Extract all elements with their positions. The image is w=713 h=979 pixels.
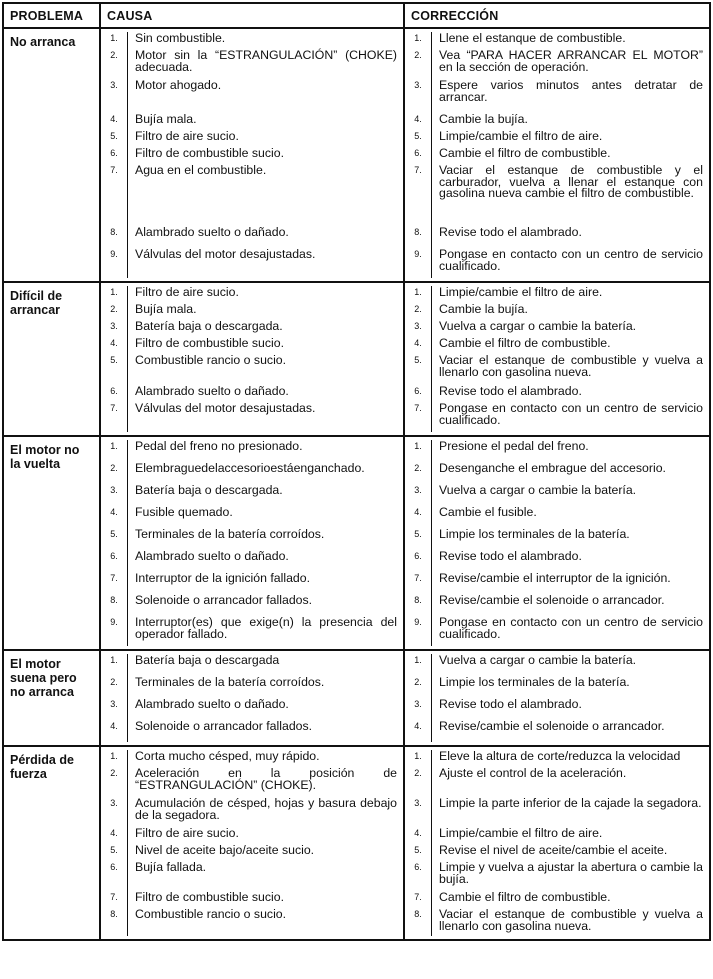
correction-item	[405, 616, 709, 646]
item-number: 2.	[405, 676, 432, 698]
correction-item	[405, 440, 709, 462]
cause-text: Combustible rancio o sucio.	[135, 353, 287, 367]
correction-text: Pongase en contacto con un centro de servicio cualificado.	[439, 401, 703, 427]
item-number: 6.	[405, 861, 432, 891]
item-number: 7.	[405, 402, 432, 432]
cause-text: Aceleración en la posición de “ESTRANGULACIÓN” (CHOKE).	[135, 766, 397, 792]
cause-text: Interruptor(es) que exige(n) la presencia del operador fallado.	[135, 615, 397, 641]
item-number: 4.	[405, 337, 432, 354]
item-number: 2.	[101, 676, 128, 698]
correction-item	[405, 550, 709, 572]
cause-item	[101, 32, 403, 49]
cause-text: Alambrado suelto o dañado.	[135, 697, 289, 711]
correction-text: Eleve la altura de corte/reduzca la velocidad	[439, 749, 681, 763]
correction-text: Revise todo el alambrado.	[439, 697, 582, 711]
correction-item	[405, 676, 709, 698]
cause-item	[101, 354, 403, 385]
cause-item	[101, 844, 403, 861]
item-number: 3.	[405, 320, 432, 337]
correction-item	[405, 861, 709, 891]
item-number: 1.	[405, 750, 432, 767]
cause-text: Alambrado suelto o dañado.	[135, 384, 289, 398]
item-number: 7.	[405, 572, 432, 594]
item-number: 7.	[101, 891, 128, 908]
correction-text: Limpie/cambie el filtro de aire.	[439, 129, 603, 143]
cause-item	[101, 147, 403, 164]
problem-group	[4, 436, 709, 650]
correction-cell	[404, 28, 709, 282]
cause-item	[101, 572, 403, 594]
cause-item	[101, 908, 403, 936]
item-number: 4.	[405, 506, 432, 528]
correction-text: Revise el nivel de aceite/cambie el aceite.	[439, 843, 668, 857]
problem-group	[4, 746, 709, 939]
cause-item	[101, 797, 403, 827]
item-number: 3.	[101, 484, 128, 506]
cause-item	[101, 320, 403, 337]
correction-text: Vuelva a cargar o cambie la batería.	[439, 483, 637, 497]
cause-cell	[100, 746, 404, 939]
item-number: 7.	[405, 164, 432, 226]
cause-text: Corta mucho césped, muy rápido.	[135, 749, 320, 763]
cause-item	[101, 750, 403, 767]
cause-item	[101, 528, 403, 550]
correction-text: Pongase en contacto con un centro de servicio cualificado.	[439, 615, 703, 641]
item-number: 5.	[101, 844, 128, 861]
cause-item	[101, 861, 403, 891]
cause-text: Batería baja o descargada	[135, 653, 280, 667]
cause-item	[101, 440, 403, 462]
header-problema: PROBLEMA	[4, 4, 100, 28]
correction-item	[405, 32, 709, 49]
correction-text: Espere varios minutos antes detratar de arrancar.	[439, 78, 703, 104]
correction-text: Cambie el filtro de combustible.	[439, 336, 611, 350]
cause-item	[101, 767, 403, 797]
item-number: 3.	[101, 698, 128, 720]
item-number: 1.	[101, 440, 128, 462]
cause-text: Terminales de la batería corroídos.	[135, 675, 325, 689]
correction-item	[405, 654, 709, 676]
correction-item	[405, 698, 709, 720]
correction-text: Vuelva a cargar o cambie la batería.	[439, 653, 637, 667]
cause-cell	[100, 650, 404, 746]
problem-label: Difícil de	[10, 289, 63, 303]
cause-item	[101, 550, 403, 572]
cause-item	[101, 506, 403, 528]
item-number: 1.	[405, 654, 432, 676]
cause-text: Bujía mala.	[135, 302, 197, 316]
item-number: 3.	[405, 797, 432, 827]
header-correccion: CORRECCIÓN	[404, 4, 709, 28]
problem-cell	[4, 650, 100, 746]
cause-text: Terminales de la batería corroídos.	[135, 527, 325, 541]
correction-cell	[404, 746, 709, 939]
item-number: 2.	[405, 462, 432, 484]
header-causa: CAUSA	[100, 4, 404, 28]
correction-item	[405, 113, 709, 130]
item-number: 3.	[101, 797, 128, 827]
cause-item	[101, 49, 403, 79]
cause-text: Fusible quemado.	[135, 505, 233, 519]
item-number: 4.	[101, 113, 128, 130]
cause-text: Solenoide o arrancador fallados.	[135, 593, 313, 607]
problem-label: no arranca	[10, 685, 74, 699]
cause-text: Bujía fallada.	[135, 860, 207, 874]
item-number: 4.	[101, 720, 128, 742]
correction-item	[405, 594, 709, 616]
cause-cell	[100, 28, 404, 282]
correction-text: Limpie/cambie el filtro de aire.	[439, 285, 603, 299]
correction-item	[405, 402, 709, 432]
cause-text: Motor sin la “ESTRANGULACIÓN” (CHOKE) adecuada.	[135, 48, 397, 74]
correction-item	[405, 462, 709, 484]
problem-cell	[4, 436, 100, 650]
item-number: 2.	[101, 303, 128, 320]
correction-item	[405, 720, 709, 742]
item-number: 6.	[405, 550, 432, 572]
cause-text: Solenoide o arrancador fallados.	[135, 719, 313, 733]
correction-text: Cambie la bujía.	[439, 302, 528, 316]
correction-item	[405, 767, 709, 797]
item-number: 6.	[101, 385, 128, 402]
correction-text: Vaciar el estanque de combustible y vuelva a llenarlo con gasolina nueva.	[439, 353, 703, 379]
cause-text: Filtro de aire sucio.	[135, 129, 239, 143]
correction-item	[405, 337, 709, 354]
item-number: 4.	[405, 827, 432, 844]
cause-text: Agua en el combustible.	[135, 163, 267, 177]
correction-text: Revise/cambie el solenoide o arrancador.	[439, 593, 665, 607]
cause-text: Pedal del freno no presionado.	[135, 439, 303, 453]
item-number: 8.	[101, 908, 128, 936]
cause-item	[101, 484, 403, 506]
correction-item	[405, 303, 709, 320]
correction-text: Revise/cambie el solenoide o arrancador.	[439, 719, 665, 733]
problem-group	[4, 282, 709, 436]
item-number: 2.	[101, 767, 128, 797]
cause-text: Válvulas del motor desajustadas.	[135, 247, 316, 261]
problem-label: arrancar	[10, 303, 61, 317]
correction-text: Revise/cambie el interruptor de la ignición.	[439, 571, 671, 585]
cause-item	[101, 827, 403, 844]
item-number: 1.	[405, 32, 432, 49]
cause-text: Alambrado suelto o dañado.	[135, 549, 289, 563]
cause-text: Combustible rancio o sucio.	[135, 907, 287, 921]
problem-label: suena pero	[10, 671, 77, 685]
correction-item	[405, 506, 709, 528]
cause-item	[101, 248, 403, 278]
item-number: 6.	[101, 550, 128, 572]
problem-cell	[4, 746, 100, 939]
correction-text: Limpie la parte inferior de la cajade la segadora.	[439, 796, 702, 810]
item-number: 9.	[405, 248, 432, 278]
item-number: 1.	[405, 440, 432, 462]
correction-item	[405, 226, 709, 248]
item-number: 2.	[405, 49, 432, 79]
problem-label: No arranca	[10, 35, 76, 49]
item-number: 4.	[101, 337, 128, 354]
correction-text: Cambie la bujía.	[439, 112, 528, 126]
item-number: 2.	[405, 767, 432, 797]
item-number: 4.	[101, 827, 128, 844]
cause-item	[101, 462, 403, 484]
cause-item	[101, 594, 403, 616]
item-number: 4.	[101, 506, 128, 528]
item-number: 8.	[405, 226, 432, 248]
correction-text: Cambie el fusible.	[439, 505, 537, 519]
item-number: 3.	[101, 79, 128, 113]
correction-item	[405, 891, 709, 908]
correction-text: Desenganche el embrague del accesorio.	[439, 461, 666, 475]
correction-item	[405, 827, 709, 844]
cause-text: Elembraguedelaccesorioestáenganchado.	[135, 461, 365, 475]
item-number: 8.	[405, 594, 432, 616]
item-number: 3.	[101, 320, 128, 337]
correction-item	[405, 385, 709, 402]
item-number: 7.	[101, 164, 128, 226]
correction-text: Revise todo el alambrado.	[439, 549, 582, 563]
cause-text: Filtro de combustible sucio.	[135, 890, 284, 904]
problem-cell	[4, 28, 100, 282]
correction-cell	[404, 650, 709, 746]
item-number: 3.	[405, 484, 432, 506]
cause-item	[101, 891, 403, 908]
cause-text: Batería baja o descargada.	[135, 319, 283, 333]
item-number: 5.	[101, 528, 128, 550]
cause-text: Acumulación de césped, hojas y basura debajo de la segadora.	[135, 796, 397, 822]
correction-text: Limpie y vuelva a ajustar la abertura o cambie la bujía.	[439, 860, 703, 886]
item-number: 7.	[101, 572, 128, 594]
correction-item	[405, 49, 709, 79]
cause-item	[101, 113, 403, 130]
problem-group	[4, 28, 709, 282]
correction-text: Ajuste el control de la aceleración.	[439, 766, 627, 780]
correction-cell	[404, 282, 709, 436]
item-number: 5.	[405, 130, 432, 147]
correction-text: Presione el pedal del freno.	[439, 439, 589, 453]
item-number: 5.	[101, 130, 128, 147]
cause-text: Filtro de combustible sucio.	[135, 336, 284, 350]
cause-item	[101, 79, 403, 113]
cause-text: Interruptor de la ignición fallado.	[135, 571, 310, 585]
correction-item	[405, 484, 709, 506]
correction-text: Cambie el filtro de combustible.	[439, 146, 611, 160]
cause-item	[101, 130, 403, 147]
problem-group	[4, 650, 709, 746]
correction-text: Limpie/cambie el filtro de aire.	[439, 826, 603, 840]
cause-text: Sin combustible.	[135, 31, 226, 45]
cause-item	[101, 164, 403, 226]
item-number: 3.	[405, 79, 432, 113]
item-number: 8.	[101, 226, 128, 248]
cause-item	[101, 226, 403, 248]
troubleshooting-table	[2, 2, 711, 941]
item-number: 9.	[405, 616, 432, 646]
correction-item	[405, 750, 709, 767]
correction-text: Revise todo el alambrado.	[439, 225, 582, 239]
correction-item	[405, 572, 709, 594]
cause-item	[101, 303, 403, 320]
correction-text: Limpie los terminales de la batería.	[439, 527, 630, 541]
cause-text: Bujía mala.	[135, 112, 197, 126]
problem-label: la vuelta	[10, 457, 61, 471]
cause-text: Filtro de combustible sucio.	[135, 146, 284, 160]
item-number: 9.	[101, 616, 128, 646]
correction-text: Vuelva a cargar o cambie la batería.	[439, 319, 637, 333]
correction-text: Revise todo el alambrado.	[439, 384, 582, 398]
correction-item	[405, 908, 709, 936]
cause-cell	[100, 282, 404, 436]
item-number: 5.	[101, 354, 128, 385]
cause-text: Nivel de aceite bajo/aceite sucio.	[135, 843, 315, 857]
correction-text: Vea “PARA HACER ARRANCAR EL MOTOR” en la sección de operación.	[439, 48, 703, 74]
item-number: 1.	[101, 654, 128, 676]
problem-label: El motor	[10, 657, 61, 671]
item-number: 2.	[405, 303, 432, 320]
cause-item	[101, 337, 403, 354]
item-number: 5.	[405, 844, 432, 861]
item-number: 2.	[101, 462, 128, 484]
problem-label: fuerza	[10, 767, 47, 781]
correction-item	[405, 320, 709, 337]
item-number: 6.	[101, 147, 128, 164]
item-number: 6.	[405, 385, 432, 402]
correction-text: Limpie los terminales de la batería.	[439, 675, 630, 689]
cause-text: Alambrado suelto o dañado.	[135, 225, 289, 239]
correction-text: Cambie el filtro de combustible.	[439, 890, 611, 904]
cause-text: Válvulas del motor desajustadas.	[135, 401, 316, 415]
item-number: 1.	[101, 32, 128, 49]
cause-item	[101, 654, 403, 676]
item-number: 1.	[101, 286, 128, 303]
correction-item	[405, 797, 709, 827]
correction-text: Vaciar el estanque de combustible y el carburador, vuelva a llenar el estanque con gasolina nueva cambie el filtro de combustible.	[439, 163, 703, 200]
problem-label: El motor no	[10, 443, 80, 457]
item-number: 7.	[101, 402, 128, 432]
cause-text: Filtro de aire sucio.	[135, 826, 239, 840]
item-number: 4.	[405, 113, 432, 130]
item-number: 8.	[101, 594, 128, 616]
correction-text: Llene el estanque de combustible.	[439, 31, 626, 45]
item-number: 6.	[405, 147, 432, 164]
cause-item	[101, 676, 403, 698]
correction-item	[405, 248, 709, 278]
item-number: 5.	[405, 354, 432, 385]
item-number: 1.	[101, 750, 128, 767]
correction-cell	[404, 436, 709, 650]
cause-item	[101, 385, 403, 402]
correction-item	[405, 286, 709, 303]
correction-item	[405, 528, 709, 550]
cause-item	[101, 402, 403, 432]
correction-text: Pongase en contacto con un centro de servicio cualificado.	[439, 247, 703, 273]
cause-text: Batería baja o descargada.	[135, 483, 283, 497]
item-number: 6.	[101, 861, 128, 891]
cause-item	[101, 720, 403, 742]
correction-item	[405, 79, 709, 113]
problem-cell	[4, 282, 100, 436]
item-number: 4.	[405, 720, 432, 742]
correction-item	[405, 354, 709, 385]
correction-item	[405, 147, 709, 164]
cause-text: Motor ahogado.	[135, 78, 222, 92]
item-number: 3.	[405, 698, 432, 720]
item-number: 1.	[405, 286, 432, 303]
cause-text: Filtro de aire sucio.	[135, 285, 239, 299]
item-number: 9.	[101, 248, 128, 278]
correction-item	[405, 130, 709, 147]
cause-item	[101, 616, 403, 646]
item-number: 7.	[405, 891, 432, 908]
item-number: 5.	[405, 528, 432, 550]
correction-item	[405, 164, 709, 226]
cause-cell	[100, 436, 404, 650]
cause-item	[101, 286, 403, 303]
item-number: 8.	[405, 908, 432, 936]
item-number: 2.	[101, 49, 128, 79]
correction-item	[405, 844, 709, 861]
problem-label: Pérdida de	[10, 753, 74, 767]
cause-item	[101, 698, 403, 720]
correction-text: Vaciar el estanque de combustible y vuelva a llenarlo con gasolina nueva.	[439, 907, 703, 933]
